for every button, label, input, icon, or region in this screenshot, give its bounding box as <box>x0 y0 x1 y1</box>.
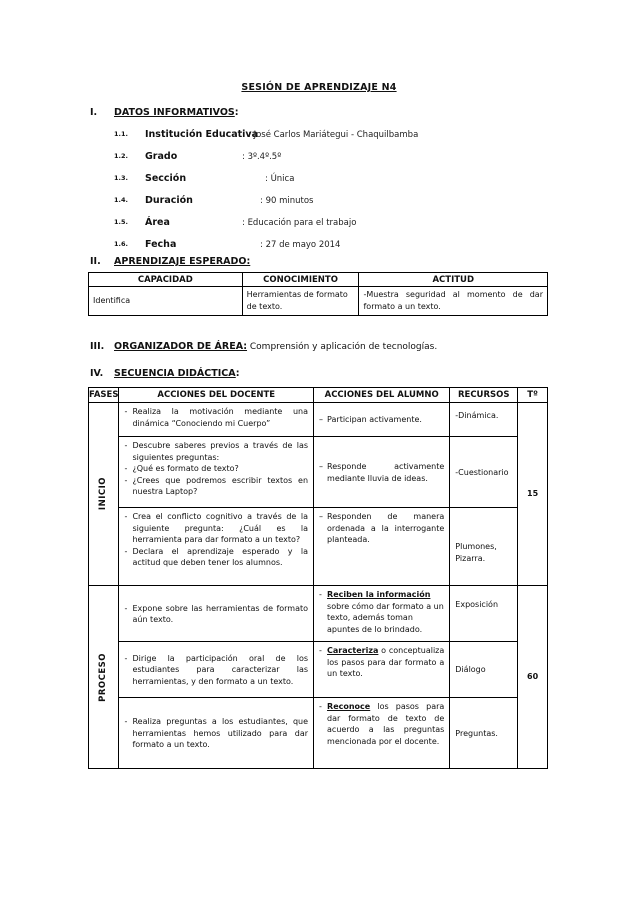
section-number: IV. <box>90 368 104 379</box>
recursos-cell <box>450 698 518 769</box>
table-row <box>89 642 548 698</box>
header-conocimiento: CONOCIMIENTO <box>242 273 359 287</box>
dato-number: 1.5. <box>114 218 128 226</box>
recurso-text: Exposición <box>455 600 499 609</box>
docente-action: ¿Qué es formato de texto? <box>132 464 239 473</box>
aprendizaje-header-row <box>89 273 548 287</box>
recursos-cell <box>450 508 518 586</box>
docente-action: Declara el aprendizaje esperado y la actitud que deben tener los alumnos. <box>132 546 309 567</box>
recurso-text: Plumones, Pizarra. <box>455 542 497 563</box>
fase-inicio-cell <box>89 403 119 586</box>
aprendizaje-row <box>89 287 548 316</box>
cell-conocimiento: Herramientas de formato de texto. <box>242 287 359 316</box>
dato-value: : José Carlos Mariátegui - Chaquilbamba <box>248 130 419 140</box>
alumno-cell: - Caracteriza o conceptualiza los pasos para dar formato a un texto. <box>314 642 450 698</box>
docente-cell: - Realiza preguntas a los estudiantes, que herramientas hemos utilizado para dar formato a un texto. <box>119 698 314 769</box>
dato-number: 1.4. <box>114 196 128 204</box>
alumno-action: Responden de manera ordenada a la interrogante planteada. <box>327 512 445 544</box>
dato-key: Fecha <box>145 239 177 250</box>
docente-action: Crea el conflicto cognitivo a través de la siguiente pregunta: ¿Cuál es la herramienta para dar formato a un texto? <box>132 512 309 544</box>
cell-actitud: -Muestra seguridad al momento de dar formato a un texto. <box>359 287 548 316</box>
section-secuencia <box>90 368 240 379</box>
alumno-action: los pasos para dar formato de texto de acuerdo a las preguntas mencionada por el docente. <box>327 702 445 746</box>
dato-institucion <box>114 129 534 143</box>
alumno-action-bold: Caracteriza <box>327 646 379 655</box>
dato-value: : 90 minutos <box>260 196 314 206</box>
dato-number: 1.2. <box>114 152 128 160</box>
section-aprendizaje-esperado <box>90 256 250 267</box>
dato-number: 1.6. <box>114 240 128 248</box>
section-heading: ORGANIZADOR DE ÁREA: <box>114 341 248 352</box>
table-row <box>89 586 548 642</box>
recurso-text: Preguntas. <box>455 728 498 738</box>
alumno-action-bold: Reciben la información <box>327 590 431 599</box>
section-organizador-text: Comprensión y aplicación de tecnologías. <box>247 342 438 352</box>
dato-key: Institución Educativa <box>145 129 259 140</box>
alumno-action: o conceptualiza los pasos para dar formato a un texto. <box>327 646 445 678</box>
dato-seccion <box>114 173 534 187</box>
alumno-action: sobre cómo dar formato a un texto, además toman apuntes de lo brindado. <box>327 601 444 634</box>
section-suffix: : <box>235 368 240 379</box>
alumno-action-bold: Reconoce <box>327 702 371 711</box>
docente-action: Realiza preguntas a los estudiantes, que herramientas hemos utilizado para dar formato a un texto. <box>132 717 309 750</box>
header-capacidad: CAPACIDAD <box>89 273 243 287</box>
docente-cell: - Descubre saberes previos a través de las siguientes preguntas: - ¿Qué es formato de texto? - ¿Crees que podremos escribir textos en nuestra Laptop? <box>119 437 314 508</box>
docente-cell: - Dirige la participación oral de los estudiantes para caracterizar las herramientas, y den formato a un texto. <box>119 642 314 698</box>
fase-inicio-label: INICIO <box>97 477 108 511</box>
table-row <box>89 403 548 437</box>
table-row <box>89 508 548 586</box>
tiempo-inicio: 15 <box>518 403 548 586</box>
fase-proceso-cell <box>89 586 119 769</box>
docente-cell: - Crea el conflicto cognitivo a través de la siguiente pregunta: ¿Cuál es la herramienta para dar formato a un texto? - Declara el aprendizaje esperado y la actitud que deben tener los alumnos. <box>119 508 314 586</box>
dato-duracion <box>114 195 534 209</box>
dato-fecha <box>114 239 534 253</box>
table-row <box>89 698 548 769</box>
dato-key: Duración <box>145 195 193 206</box>
recurso-text: Diálogo <box>455 665 486 675</box>
header-alumno: ACCIONES DEL ALUMNO <box>314 388 450 403</box>
dato-number: 1.3. <box>114 174 128 182</box>
section-number: III. <box>90 341 105 352</box>
table-row <box>89 437 548 508</box>
alumno-action: Responde activamente mediante lluvia de ideas. <box>327 462 445 483</box>
dato-key: Sección <box>145 173 187 184</box>
section-datos-informativos <box>90 107 239 118</box>
docente-action: Dirige la participación oral de los estudiantes para caracterizar las herramientas, y den formato a un texto. <box>132 653 309 686</box>
alumno-cell: – Responden de manera ordenada a la interrogante planteada. <box>314 508 450 586</box>
docente-cell: - Expone sobre las herramientas de formato aún texto. <box>119 586 314 642</box>
alumno-cell: – Participan activamente. <box>314 403 450 437</box>
alumno-cell: – Responde activamente mediante lluvia de ideas. <box>314 437 450 508</box>
section-heading: SECUENCIA DIDÁCTICA <box>114 368 236 379</box>
secuencia-header-row <box>89 388 548 403</box>
recursos-cell <box>450 642 518 698</box>
section-suffix: : <box>234 107 239 118</box>
section-heading: DATOS INFORMATIVOS <box>114 107 235 118</box>
alumno-cell: - Reconoce los pasos para dar formato de texto de acuerdo a las preguntas mencionada por el docente. <box>314 698 450 769</box>
aprendizaje-table <box>88 272 548 316</box>
recurso-text: -Cuestionario <box>455 467 509 477</box>
alumno-action: Participan activamente. <box>327 415 422 425</box>
dato-area <box>114 217 534 231</box>
document-title: SESIÓN DE APRENDIZAJE N4 <box>241 82 397 93</box>
dato-value: : 3º.4º.5º <box>242 152 282 162</box>
cell-capacidad: Identifica <box>89 287 243 316</box>
recurso-text: -Dinámica. <box>455 411 499 420</box>
header-recursos: RECURSOS <box>450 388 518 403</box>
docente-action: Realiza la motivación mediante una dinámica “Conociendo mi Cuerpo” <box>132 407 309 428</box>
docente-cell: - Realiza la motivación mediante una dinámica “Conociendo mi Cuerpo” <box>119 403 314 437</box>
alumno-cell: - Reciben la información sobre cómo dar formato a un texto, además toman apuntes de lo brindado. <box>314 586 450 642</box>
recursos-cell <box>450 403 518 437</box>
header-docente: ACCIONES DEL DOCENTE <box>119 388 314 403</box>
header-tiempo: Tº <box>518 388 548 403</box>
dato-value: : Educación para el trabajo <box>242 218 357 228</box>
tiempo-proceso: 60 <box>518 586 548 769</box>
header-fases: FASES <box>89 388 119 403</box>
docente-action: ¿Crees que podremos escribir textos en nuestra Laptop? <box>132 475 309 496</box>
dato-key: Área <box>145 217 170 228</box>
section-number: II. <box>90 256 101 267</box>
fase-proceso-label: PROCESO <box>97 652 108 702</box>
secuencia-table <box>88 387 548 769</box>
section-number: I. <box>90 107 98 118</box>
docente-action: Expone sobre las herramientas de formato aún texto. <box>132 603 309 624</box>
dato-value: : 27 de mayo 2014 <box>260 240 341 250</box>
section-organizador <box>90 341 437 352</box>
dato-grado <box>114 151 534 165</box>
dato-key: Grado <box>145 151 178 162</box>
dato-number: 1.1. <box>114 130 128 138</box>
recursos-cell <box>450 586 518 642</box>
recursos-cell <box>450 437 518 508</box>
dato-value: : Única <box>265 174 295 184</box>
section-heading: APRENDIZAJE ESPERADO: <box>114 256 251 267</box>
header-actitud: ACTITUD <box>359 273 548 287</box>
docente-action: Descubre saberes previos a través de las siguientes preguntas: <box>132 441 309 462</box>
